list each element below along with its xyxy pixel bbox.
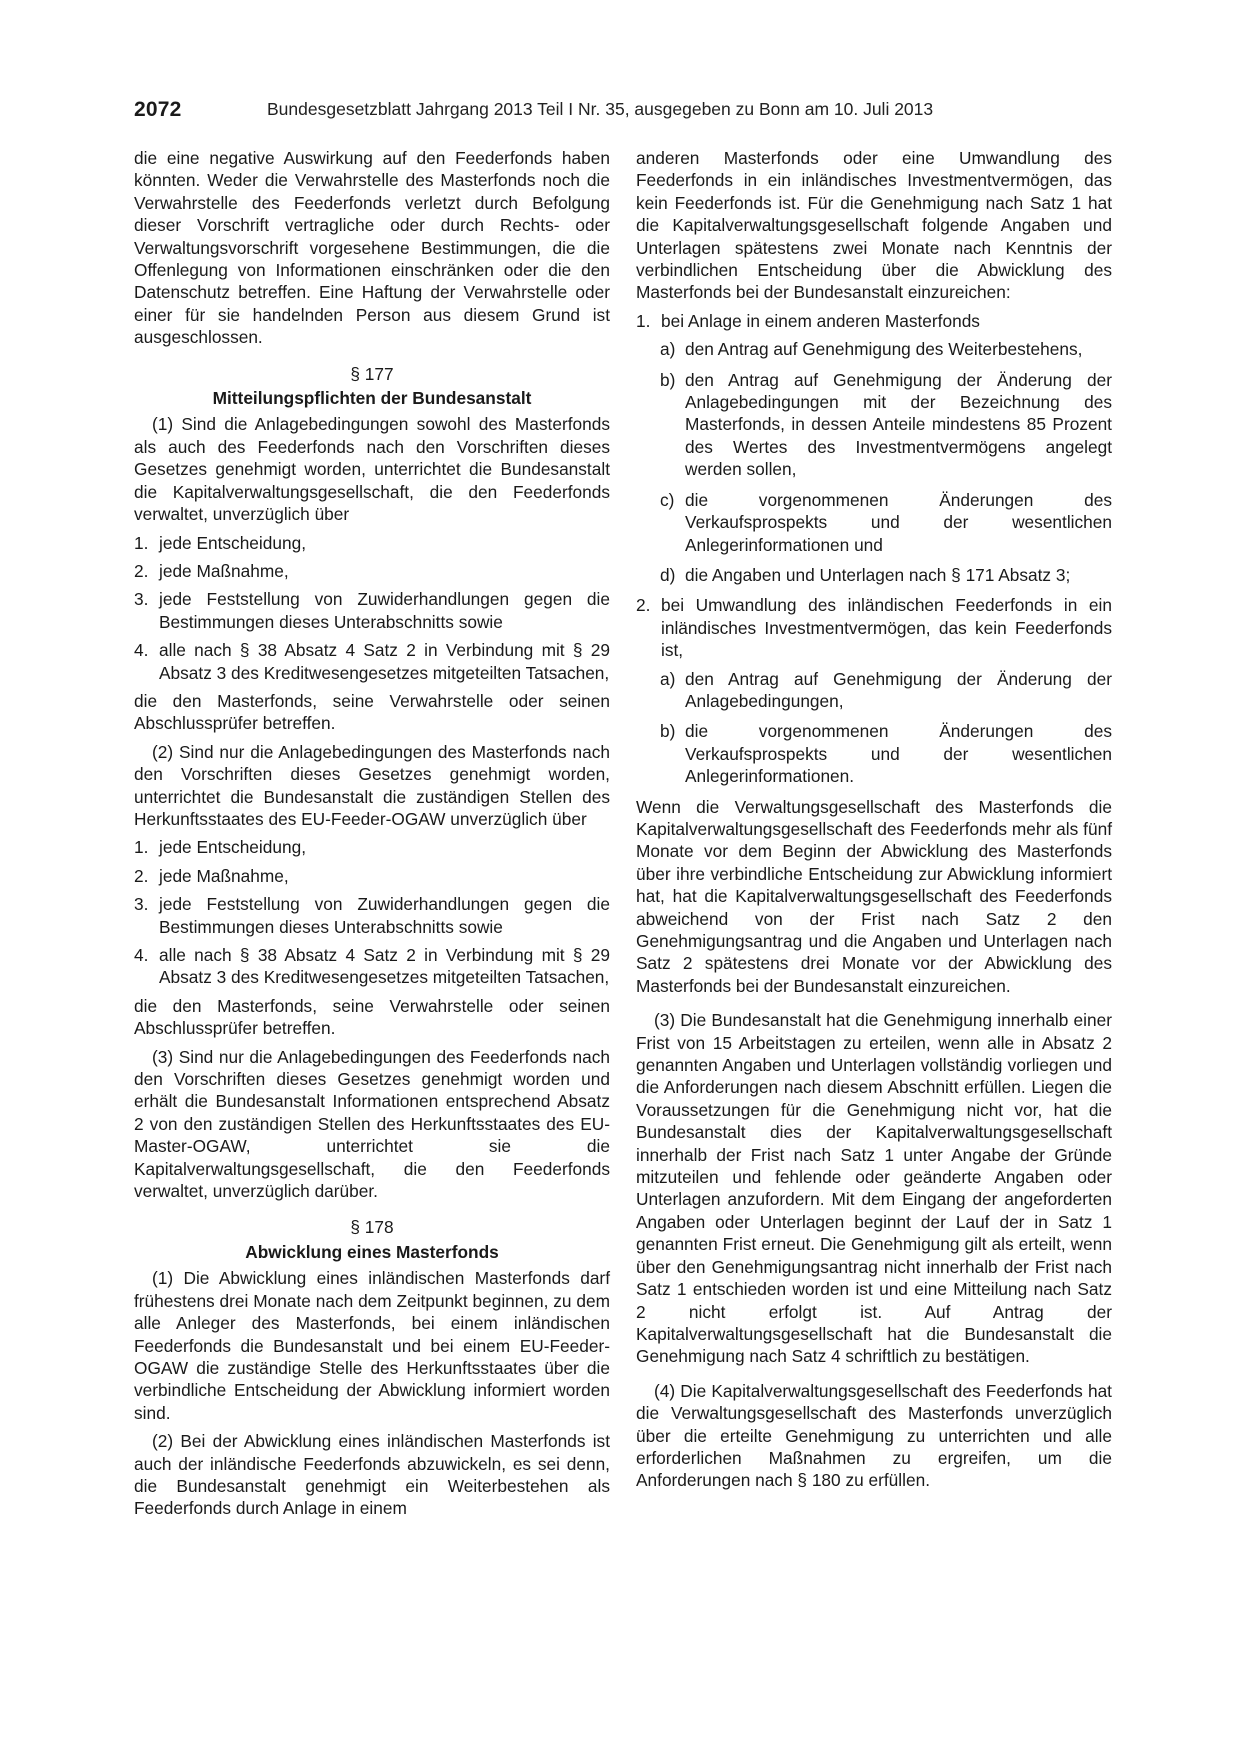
section-title-177: Mitteilungspflichten der Bundesanstalt xyxy=(212,388,532,409)
s178-paragraph-2: (2) Bei der Abwicklung eines inländischen Masterfonds ist auch der inländische Feederfonds abzuwickeln, es sei denn, die Bundesanstalt genehmigt ein Weiterbestehen als Feederfonds durch Anlage in einem xyxy=(134,1431,610,1519)
sub-item: b) den Antrag auf Genehmigung der Änderung der Anlagebedingungen mit der Bezeichnung des Masterfonds, in dessen Anteile mindestens 85 Prozent des Wertes des Investmentvermögens angelegt werden sollen, xyxy=(660,369,1112,480)
section-number-178: § 178 xyxy=(350,1217,394,1238)
s177-paragraph-2-end: die den Masterfonds, seine Verwahrstelle oder seinen Abschlussprüfer betreffen. xyxy=(134,995,610,1039)
list-item: 4. alle nach § 38 Absatz 4 Satz 2 in Verbindung mit § 29 Absatz 3 des Kreditwesengesetzes mitgeteilten Tatsachen, xyxy=(134,945,610,988)
s178-paragraph-3: (3) Die Bundesanstalt hat die Genehmigung innerhalb einer Frist von 15 Arbeitstagen zu erteilen, wenn alle in Absatz 2 genannten Angaben und Unterlagen vollständig vorliegen und die Anforderungen nach diesem Abschnitt erfüllen. Liegen die Voraussetzungen für die Genehmigung nicht vor, hat die Bundesanstalt dies der Kapitalverwaltungsgesellschaft innerhalb der Frist nach Satz 1 unter Angabe der Gründe mitzuteilen und fehlende oder geänderte Angaben oder Unterlagen anzufordern. Mit dem Eingang der angeforderten Angaben oder Unterlagen beginnt der Lauf der in Satz 1 genannten Frist erneut. Die Genehmigung gilt als erteilt, wenn über den Genehmigungsantrag nicht innerhalb der Frist nach Satz 1 entschieden worden ist und eine Mitteilung nach Satz 2 nicht erfolgt ist. Auf Antrag der Kapitalverwaltungsgesellschaft hat die Bundesanstalt die Genehmigung nach Satz 4 schriftlich zu bestätigen. xyxy=(636,1010,1112,1367)
list-item: 2. jede Maßnahme, xyxy=(134,560,289,581)
list-item: 2. jede Maßnahme, xyxy=(134,865,289,886)
sub-item: c) die vorgenommenen Änderungen des Verkaufsprospekts und der wesentlichen Anlegerinformationen und xyxy=(660,489,1112,555)
s178-paragraph-1: (1) Die Abwicklung eines inländischen Masterfonds darf frühestens drei Monate nach dem Zeitpunkt beginnen, zu dem alle Anleger des Masterfonds, bei einem inländischen Feederfonds die Bundesanstalt und bei einem EU-Feeder-OGAW die zuständige Stelle des Herkunftsstaates über die verbindliche Entscheidung der Abwicklung informiert worden sind. xyxy=(134,1268,610,1423)
right-column xyxy=(636,147,1112,1498)
list-item: 4. alle nach § 38 Absatz 4 Satz 2 in Verbindung mit § 29 Absatz 3 des Kreditwesengesetzes mitgeteilten Tatsachen, xyxy=(134,640,610,683)
sub-item: a) den Antrag auf Genehmigung des Weiterbestehens, xyxy=(660,339,1083,360)
left-column xyxy=(134,147,610,1526)
intro-paragraph: die eine negative Auswirkung auf den Feederfonds haben könnten. Weder die Verwahrstelle des Masterfonds noch die Verwahrstelle des Feederfonds verletzt durch Befolgung dieser Vorschrift vertragliche oder durch Rechts- oder Verwaltungsvorschrift vorgesehene Bestimmungen, die die Offenlegung von Informationen einschränken oder die den Datenschutz betreffen. Eine Haftung der Verwahrstelle oder einer für sie handelnden Person aus diesem Grund ist ausgeschlossen. xyxy=(134,148,610,348)
page-header xyxy=(134,98,1112,128)
sub-item: b) die vorgenommenen Änderungen des Verkaufsprospekts und der wesentlichen Anlegerinformationen. xyxy=(660,721,1112,787)
page-number: 2072 xyxy=(134,98,182,121)
list-item: 3. jede Feststellung von Zuwiderhandlungen gegen die Bestimmungen dieses Unterabschnitts sowie xyxy=(134,589,610,632)
list-item: 1. jede Entscheidung, xyxy=(134,532,307,553)
s177-paragraph-3: (3) Sind nur die Anlagebedingungen des Feederfonds nach den Vorschriften dieses Gesetzes genehmigt worden und erhält die Bundesanstalt Informationen entsprechend Absatz 2 von den zuständigen Stellen des Herkunftsstaates des EU-Master-OGAW, unterrichtet sie die Kapitalverwaltungsgesellschaft, die den Feederfonds verwaltet, unverzüglich darüber. xyxy=(134,1046,610,1202)
list-item: 1. bei Anlage in einem anderen Masterfonds xyxy=(636,310,980,331)
list-item: 2. bei Umwandlung des inländischen Feederfonds in ein inländisches Investmentvermögen, das kein Feederfonds ist, xyxy=(636,595,1112,661)
s177-list-1 xyxy=(134,532,610,684)
s178-paragraph-2-continued: anderen Masterfonds oder eine Umwandlung des Feederfonds in ein inländisches Investmentvermögen, das kein Feederfonds ist. Für die Genehmigung nach Satz 1 hat die Kapitalverwaltungsgesellschaft folgende Angaben und Unterlagen spätestens zwei Monate nach Kenntnis der verbindlichen Entscheidung über die Abwicklung des Masterfonds bei der Bundesanstalt einzureichen: xyxy=(636,148,1112,303)
gazette-title: Bundesgesetzblatt Jahrgang 2013 Teil I Nr. 35, ausgegeben zu Bonn am 10. Juli 2013 xyxy=(267,99,934,119)
s178-paragraph-2-tail: Wenn die Verwaltungsgesellschaft des Masterfonds die Kapitalverwaltungsgesellschaft des Feederfonds mehr als fünf Monate vor dem Beginn der Abwicklung des Masterfonds über ihre verbindliche Entscheidung zur Abwicklung informiert hat, hat die Kapitalverwaltungsgesellschaft des Feederfonds abweichend von der Frist nach Satz 2 den Genehmigungsantrag und die Angaben und Unterlagen nach Satz 2 spätestens drei Monate vor der Abwicklung des Masterfonds bei der Bundesanstalt einzureichen. xyxy=(636,796,1112,996)
section-title-178: Abwicklung eines Masterfonds xyxy=(245,1241,499,1262)
list-item: 3. jede Feststellung von Zuwiderhandlungen gegen die Bestimmungen dieses Unterabschnitts sowie xyxy=(134,894,610,937)
s177-list-2 xyxy=(134,836,610,988)
sub-item: a) den Antrag auf Genehmigung der Änderung der Anlagebedingungen, xyxy=(660,668,1112,711)
sub-item: d) die Angaben und Unterlagen nach § 171 Absatz 3; xyxy=(660,564,1071,585)
s177-paragraph-1: (1) Sind die Anlagebedingungen sowohl des Masterfonds als auch des Feederfonds nach den Vorschriften dieses Gesetzes genehmigt worden, unterrichtet die Bundesanstalt die Kapitalverwaltungsgesellschaft, die den Feederfonds verwaltet, unverzüglich über xyxy=(134,414,610,525)
s177-paragraph-2: (2) Sind nur die Anlagebedingungen des Masterfonds nach den Vorschriften dieses Gesetzes genehmigt worden, unterrichtet die Bundesanstalt die zuständigen Stellen des Herkunftsstaates des EU-Feeder-OGAW unverzüglich über xyxy=(134,741,610,829)
section-number-177: § 177 xyxy=(350,363,394,384)
s177-paragraph-1-end: die den Masterfonds, seine Verwahrstelle oder seinen Abschlussprüfer betreffen. xyxy=(134,690,610,734)
list-item: 1. jede Entscheidung, xyxy=(134,837,307,858)
s178-paragraph-4: (4) Die Kapitalverwaltungsgesellschaft des Feederfonds hat die Verwaltungsgesellschaft des Masterfonds unverzüglich über die erteilte Genehmigung zu unterrichten und alle erforderlichen Maßnahmen zu ergreifen, um die Anforderungen nach § 180 zu erfüllen. xyxy=(636,1380,1112,1491)
